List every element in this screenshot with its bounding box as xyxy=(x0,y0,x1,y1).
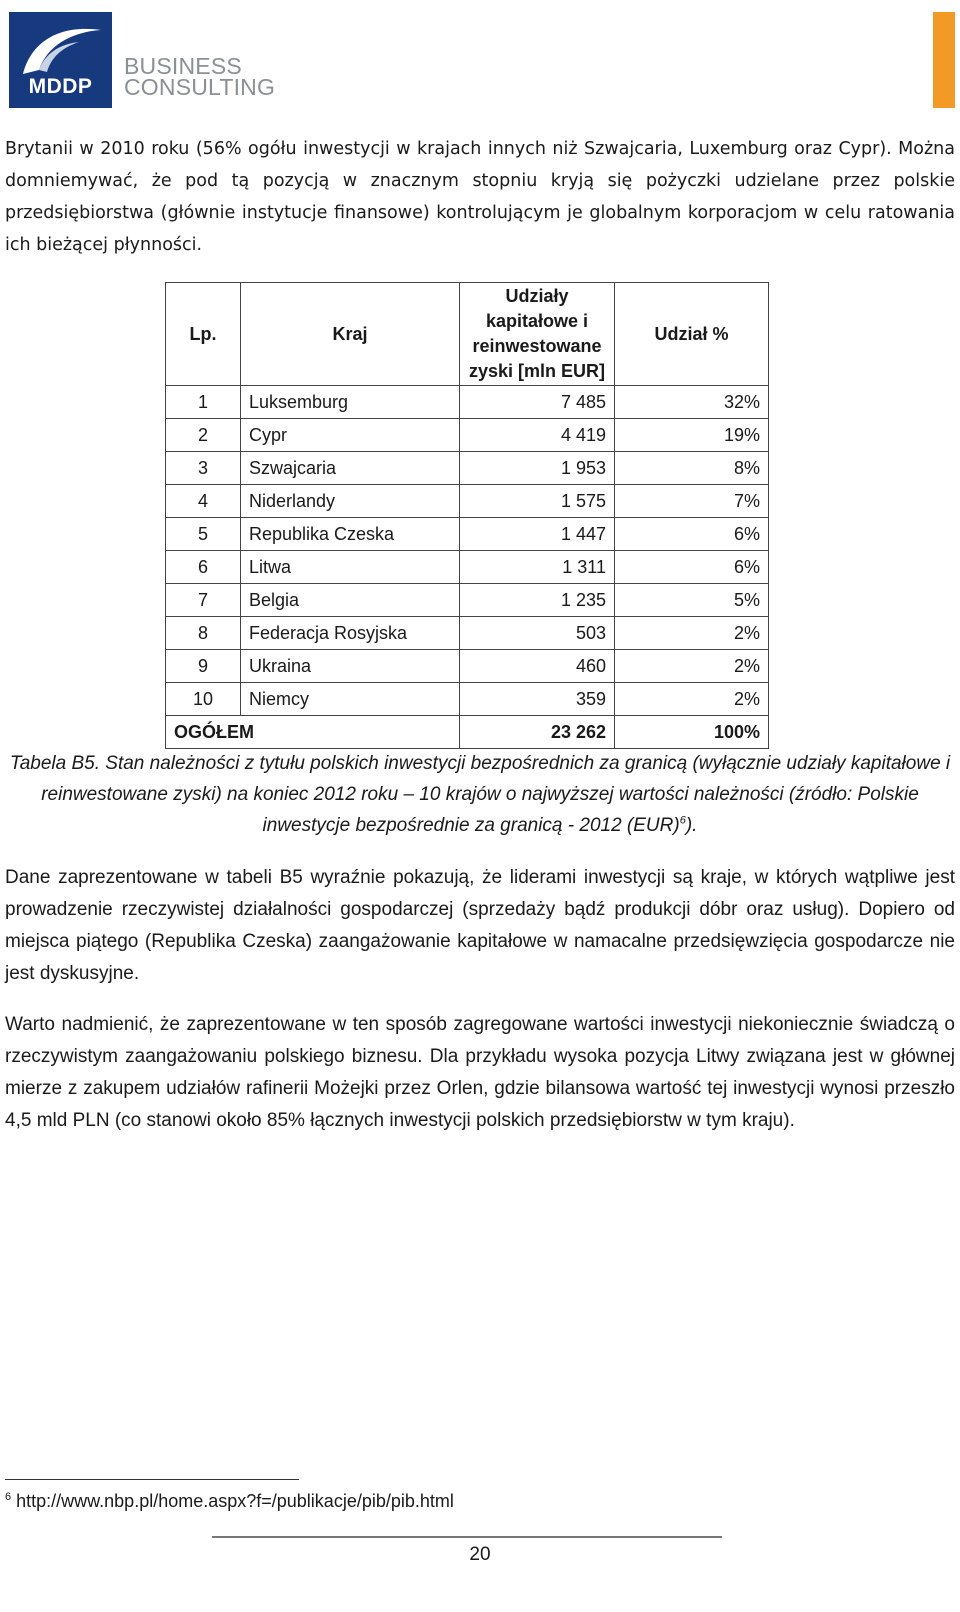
row-value: 1 311 xyxy=(460,551,615,584)
table-row xyxy=(166,518,769,551)
row-lp: 9 xyxy=(166,650,241,683)
total-label: OGÓŁEM xyxy=(166,716,460,749)
row-value: 1 447 xyxy=(460,518,615,551)
row-country: Republika Czeska xyxy=(241,518,460,551)
row-value: 4 419 xyxy=(460,419,615,452)
row-country: Niderlandy xyxy=(241,485,460,518)
page-bottom-rule xyxy=(212,1536,722,1538)
row-country: Szwajcaria xyxy=(241,452,460,485)
table-row xyxy=(166,551,769,584)
row-value: 1 575 xyxy=(460,485,615,518)
table-row xyxy=(166,650,769,683)
footnote-number: 6 xyxy=(5,1491,12,1503)
logo-wordmark xyxy=(124,53,276,100)
row-lp: 8 xyxy=(166,617,241,650)
row-lp: 1 xyxy=(166,386,241,419)
investment-table xyxy=(165,282,769,749)
footnote-divider xyxy=(5,1479,299,1480)
row-country: Belgia xyxy=(241,584,460,617)
row-share: 5% xyxy=(615,584,769,617)
row-value: 460 xyxy=(460,650,615,683)
row-share: 2% xyxy=(615,650,769,683)
row-country: Cypr xyxy=(241,419,460,452)
row-value: 7 485 xyxy=(460,386,615,419)
row-value: 359 xyxy=(460,683,615,716)
row-country: Luksemburg xyxy=(241,386,460,419)
logo-mark: MDDP xyxy=(28,75,93,98)
table-row xyxy=(166,485,769,518)
row-lp: 6 xyxy=(166,551,241,584)
logo-line-2: CONSULTING xyxy=(124,74,276,100)
table-header-row xyxy=(166,283,769,386)
table-total-row xyxy=(166,716,769,749)
intro-paragraph: Brytanii w 2010 roku (56% ogółu inwestycji w krajach innych niż Szwajcaria, Luxemburg oraz Cypr). Można domniemywać, że pod tą pozycją w znacznym stopniu kryją się pożyczki udzielane przez polskie przedsiębiorstwa (głównie instytucje finansowe) kontrolującym je globalnym korporacjom w celu ratowania ich bieżącej płynności. xyxy=(5,139,955,255)
footnote xyxy=(5,1491,454,1512)
page-number: 20 xyxy=(469,1544,491,1565)
caption-footnote-ref: 6 xyxy=(679,814,686,827)
table-row xyxy=(166,452,769,485)
row-lp: 4 xyxy=(166,485,241,518)
header-share: Udział % xyxy=(615,283,769,386)
row-value: 503 xyxy=(460,617,615,650)
row-lp: 5 xyxy=(166,518,241,551)
total-value: 23 262 xyxy=(460,716,615,749)
company-logo xyxy=(9,12,112,108)
table-row xyxy=(166,419,769,452)
row-lp: 7 xyxy=(166,584,241,617)
row-share: 8% xyxy=(615,452,769,485)
row-share: 2% xyxy=(615,683,769,716)
row-country: Litwa xyxy=(241,551,460,584)
footnote-link[interactable]: http://www.nbp.pl/home.aspx?f=/publikacje/pib/pib.html xyxy=(11,1491,454,1511)
caption-text: Tabela B5. Stan należności z tytułu polskich inwestycji bezpośrednich za granicą (wyłącznie udziały kapitałowe i reinwestowane zyski) na koniec 2012 roku – 10 krajów o najwyższej wartości należności (źródło: Polskie inwestycje bezpośrednie za granicą - 2012 (EUR) xyxy=(9,753,951,836)
table-row xyxy=(166,386,769,419)
row-share: 2% xyxy=(615,617,769,650)
row-country: Niemcy xyxy=(241,683,460,716)
header-value: Udziały kapitałowe i reinwestowane zyski [mln EUR] xyxy=(460,283,615,386)
row-country: Ukraina xyxy=(241,650,460,683)
logo-line-1: BUSINESS xyxy=(124,53,242,79)
header-country: Kraj xyxy=(241,283,460,386)
row-lp: 10 xyxy=(166,683,241,716)
paragraph-2: Dane zaprezentowane w tabeli B5 wyraźnie pokazują, że liderami inwestycji są kraje, w których wątpliwe jest prowadzenie rzeczywistej działalności gospodarczej (sprzedaży bądź produkcji dóbr oraz usług). Dopiero od miejsca piątego (Republika Czeska) zaangażowanie kapitałowe w namacalne przedsięwzięcia gospodarcze nie jest dyskusyjne. xyxy=(5,867,955,984)
table-row xyxy=(166,617,769,650)
row-share: 32% xyxy=(615,386,769,419)
row-share: 19% xyxy=(615,419,769,452)
row-lp: 2 xyxy=(166,419,241,452)
header-accent-bar xyxy=(933,12,955,108)
total-share: 100% xyxy=(615,716,769,749)
row-lp: 3 xyxy=(166,452,241,485)
row-share: 7% xyxy=(615,485,769,518)
header-lp: Lp. xyxy=(166,283,241,386)
table-caption xyxy=(5,748,955,841)
row-value: 1 235 xyxy=(460,584,615,617)
table-row xyxy=(166,683,769,716)
row-country: Federacja Rosyjska xyxy=(241,617,460,650)
table-row xyxy=(166,584,769,617)
paragraph-3: Warto nadmienić, że zaprezentowane w ten sposób zagregowane wartości inwestycji niekoniecznie świadczą o rzeczywistym zaangażowaniu polskiego biznesu. Dla przykładu wysoka pozycja Litwy związana jest w głównej mierze z zakupem udziałów rafinerii Możejki przez Orlen, gdzie bilansowa wartość tej inwestycji wynosi przeszło 4,5 mld PLN (co stanowi około 85% łącznych inwestycji polskich przedsiębiorstw w tym kraju). xyxy=(5,1014,955,1131)
row-share: 6% xyxy=(615,551,769,584)
row-value: 1 953 xyxy=(460,452,615,485)
row-share: 6% xyxy=(615,518,769,551)
caption-closing: ). xyxy=(685,815,698,836)
